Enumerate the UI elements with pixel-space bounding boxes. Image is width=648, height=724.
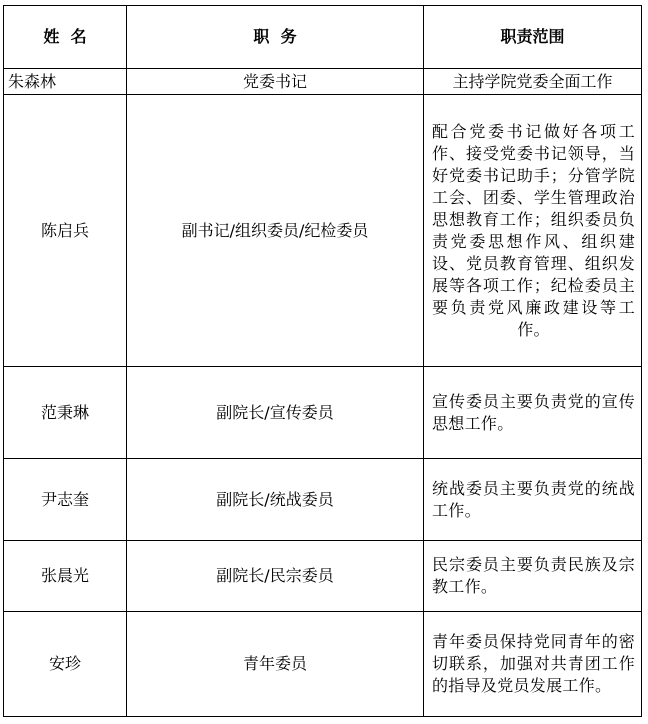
member-position: 青年委员 xyxy=(127,612,424,717)
member-name: 范秉琳 xyxy=(4,367,127,459)
member-responsibility: 青年委员保持党同青年的密切联系，加强对共青团工作的指导及党员发展工作。 xyxy=(424,612,642,717)
member-name: 陈启兵 xyxy=(4,95,127,367)
table-row xyxy=(4,367,642,459)
member-name: 安珍 xyxy=(4,612,127,717)
header-name: 姓 名 xyxy=(4,6,127,69)
page xyxy=(3,5,642,717)
member-position: 副院长/统战委员 xyxy=(127,459,424,541)
member-position: 副院长/宣传委员 xyxy=(127,367,424,459)
member-responsibility: 民宗委员主要负责民族及宗教工作。 xyxy=(424,541,642,612)
member-name: 尹志奎 xyxy=(4,459,127,541)
member-position: 副书记/组织委员/纪检委员 xyxy=(127,95,424,367)
table-row xyxy=(4,459,642,541)
committee-duties-table xyxy=(3,5,642,717)
table-row xyxy=(4,95,642,367)
member-responsibility: 宣传委员主要负责党的宣传思想工作。 xyxy=(424,367,642,459)
header-row xyxy=(4,6,642,69)
member-responsibility: 配合党委书记做好各项工作、接受党委书记领导，当好党委书记助手；分管学院工会、团委、学生管理政治思想教育工作；组织委员负责党委思想作风、组织建设、党员教育管理、组织发展等各项工作；纪检委员主要负责党风廉政建设等工作。 xyxy=(424,95,642,367)
header-position: 职 务 xyxy=(127,6,424,69)
header-responsibility: 职责范围 xyxy=(424,6,642,69)
member-name: 张晨光 xyxy=(4,541,127,612)
member-responsibility: 统战委员主要负责党的统战工作。 xyxy=(424,459,642,541)
member-responsibility: 主持学院党委全面工作 xyxy=(424,69,642,95)
member-position: 党委书记 xyxy=(127,69,424,95)
table-row xyxy=(4,69,642,95)
member-name: 朱森林 xyxy=(4,69,127,95)
table-row xyxy=(4,541,642,612)
member-position: 副院长/民宗委员 xyxy=(127,541,424,612)
table-row xyxy=(4,612,642,717)
